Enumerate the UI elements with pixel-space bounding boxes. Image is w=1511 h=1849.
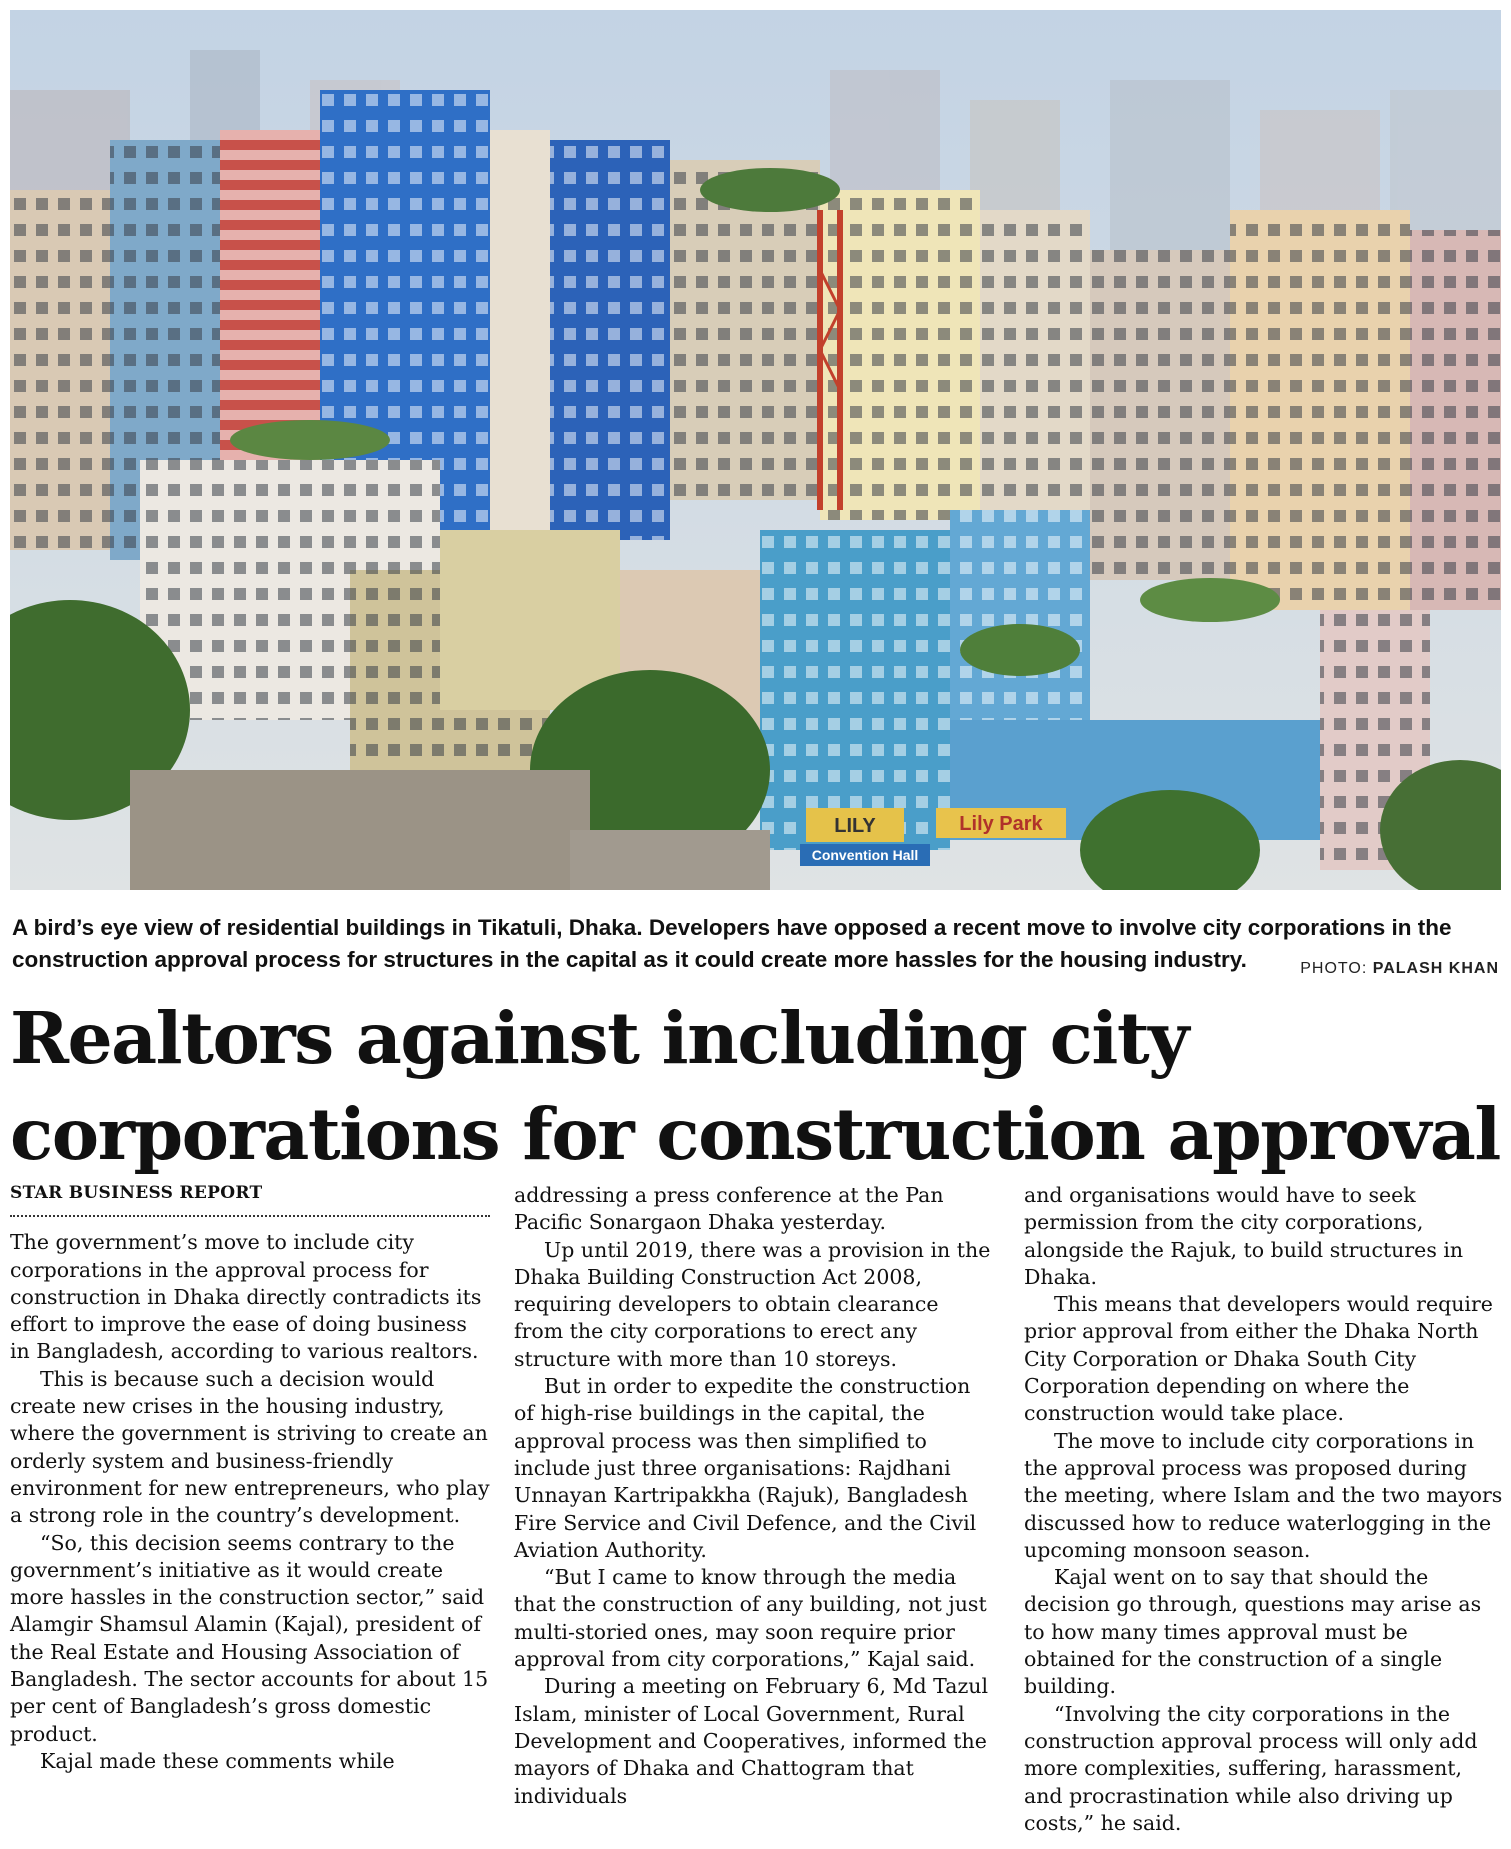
paragraph: During a meeting on February 6, Md Tazul Islam, minister of Local Government, Rural Development and Cooperatives, informed the mayors of Dhaka and Chattogram that individuals bbox=[514, 1674, 989, 1808]
sign-lily: LILY bbox=[834, 815, 876, 837]
article-column-3 bbox=[1024, 1182, 1504, 1837]
paragraph: The move to include city corporations in the approval process was proposed during the meeting, where Islam and the two mayors discussed how to reduce waterlogging in the upcoming monsoon season. bbox=[1024, 1428, 1503, 1562]
sign-lily-park: Lily Park bbox=[959, 813, 1043, 835]
paragraph: and organisations would have to seek permission from the city corporations, alongside the Rajuk, to build structures in Dhaka. bbox=[1024, 1183, 1464, 1289]
paragraph: Kajal made these comments while bbox=[40, 1748, 395, 1773]
paragraph: “Involving the city corporations in the construction approval process will only add more complexities, suffering, harassment, and procrastination while also driving up costs,” he said. bbox=[1024, 1701, 1478, 1835]
paragraph: “So, this decision seems contrary to the government’s initiative as it would create more hassles in the construction sector,” said Alamgir Shamsul Alamin (Kajal), president of the Real Estate and Housing Association of Bangladesh. The sector accounts for about 15 per cent of Bangladesh’s gross domestic product. bbox=[10, 1530, 489, 1746]
paragraph: This is because such a decision would create new crises in the housing industry, where the government is striving to create an orderly system and business-friendly environment for new entrepreneurs, who play a strong role in the country’s development. bbox=[10, 1366, 490, 1528]
photo-caption: A bird’s eye view of residential buildings in Tikatuli, Dhaka. Developers have opposed a recent move to involve city corporations in the construction approval process for structures in the capital as it could create more hassles for the housing industry. bbox=[12, 915, 1452, 972]
photo-credit-name: PALASH KHAN bbox=[1372, 960, 1499, 977]
headline: Realtors against including city corporations for construction approval bbox=[10, 996, 1500, 1176]
article-column-1 bbox=[10, 1180, 490, 1775]
photo-credit-label: PHOTO: bbox=[1300, 960, 1368, 977]
paragraph: Kajal went on to say that should the decision go through, questions may arise as to how many times approval must be obtained for the construction of a single building. bbox=[1024, 1565, 1482, 1699]
photo-credit bbox=[1300, 960, 1499, 978]
paragraph: “But I came to know through the media that the construction of any building, not just multi-storied ones, may soon require prior approval from city corporations,” Kajal said. bbox=[514, 1565, 987, 1672]
paragraph: Up until 2019, there was a provision in the Dhaka Building Construction Act 2008, requiring developers to obtain clearance from the city corporations to erect any structure with more than 10 storeys. bbox=[514, 1237, 991, 1371]
city-skyline-photo bbox=[10, 10, 1501, 890]
paragraph: addressing a press conference at the Pan Pacific Sonargaon Dhaka yesterday. bbox=[514, 1183, 944, 1235]
paragraph: This means that developers would require prior approval from either the Dhaka North City Corporation or Dhaka South City Corporation depending on where the construction would take place. bbox=[1024, 1292, 1493, 1426]
article-column-2 bbox=[514, 1182, 994, 1810]
paragraph: The government’s move to include city corporations in the approval process for construction in Dhaka directly contradicts its effort to improve the ease of doing business in Bangladesh, according to various realtors. bbox=[10, 1230, 482, 1364]
sign-convention-hall: Convention Hall bbox=[811, 847, 919, 863]
paragraph: But in order to expedite the construction of high-rise buildings in the capital, the approval process was then simplified to include just three organisations: Rajdhani Unnayan Kartripakkha (Rajuk), Bangladesh Fire Service and Civil Defence, and the Civil Aviation Authority. bbox=[514, 1374, 977, 1562]
skyline-illustration bbox=[10, 10, 1501, 890]
byline: STAR BUSINESS REPORT bbox=[10, 1180, 490, 1217]
